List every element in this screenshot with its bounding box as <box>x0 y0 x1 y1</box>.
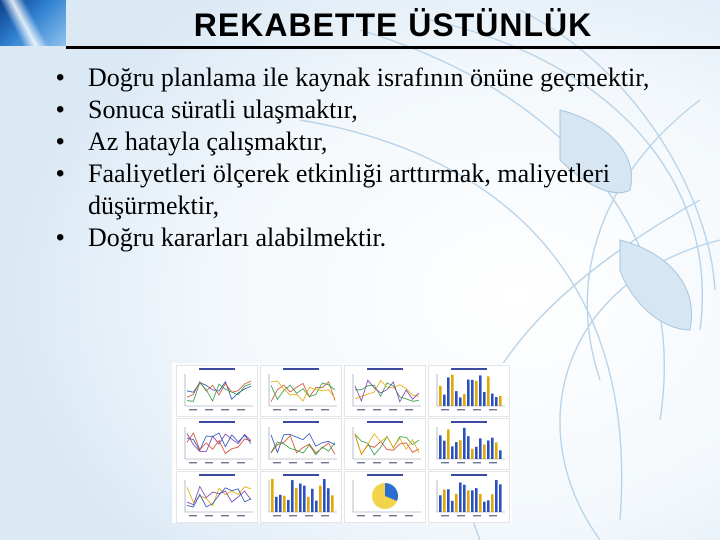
bullet-dot: • <box>56 160 65 187</box>
chart-thumbnail-grid <box>172 363 512 523</box>
line-chart-thumbnail <box>260 365 342 417</box>
pie-chart-thumbnail <box>344 471 426 523</box>
bar-chart-thumbnail <box>428 418 510 470</box>
line-chart-thumbnail <box>260 418 342 470</box>
bullet-item <box>56 222 676 254</box>
bullet-text: Doğru planlama ile kaynak israfının önüne geçmektir, <box>88 63 650 92</box>
line-chart-thumbnail <box>344 365 426 417</box>
bullet-item <box>56 62 676 94</box>
bullet-item <box>56 158 676 222</box>
bullet-dot: • <box>56 64 65 91</box>
line-chart-thumbnail <box>344 418 426 470</box>
bullet-item <box>56 94 676 126</box>
bullet-item <box>56 126 676 158</box>
bar-chart-thumbnail <box>428 471 510 523</box>
bar-chart-thumbnail <box>260 471 342 523</box>
bullet-text: Sonuca süratli ulaşmaktır, <box>88 95 358 124</box>
title-divider <box>66 46 720 49</box>
slide-title: REKABETTE ÜSTÜNLÜK <box>193 7 593 43</box>
bullet-text: Faaliyetleri ölçerek etkinliği arttırmak, maliyetleri düşürmektir, <box>88 159 610 220</box>
bullet-text: Az hatayla çalışmaktır, <box>88 127 328 156</box>
bullet-dot: • <box>56 128 65 155</box>
line-chart-thumbnail <box>176 418 258 470</box>
bar-chart-thumbnail <box>428 365 510 417</box>
line-chart-thumbnail <box>176 365 258 417</box>
bullet-list <box>56 62 676 254</box>
bullet-dot: • <box>56 96 65 123</box>
bullet-dot: • <box>56 224 65 251</box>
line-chart-thumbnail <box>176 471 258 523</box>
logo <box>0 0 66 46</box>
bullet-text: Doğru kararları alabilmektir. <box>88 223 387 252</box>
